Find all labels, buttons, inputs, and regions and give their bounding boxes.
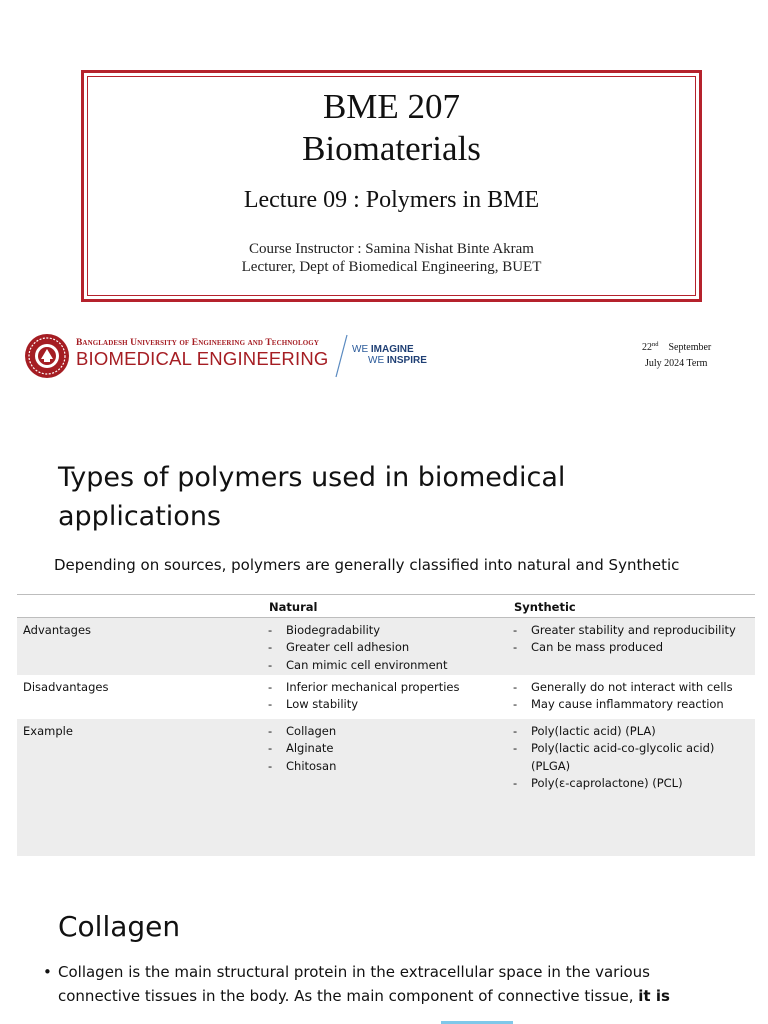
lecture-title: Lecture 09 : Polymers in BME: [243, 187, 540, 213]
tagline-inspire: WE INSPIRE: [368, 355, 427, 366]
section-title: Types of polymers used in biomedical applications: [58, 462, 566, 532]
list-item: - Greater cell adhesion: [268, 639, 508, 656]
row-label: Disadvantages: [23, 680, 109, 694]
synthetic-list: [513, 679, 753, 714]
list-item: - Can mimic cell environment: [268, 657, 508, 674]
list-item: - Generally do not interact with cells: [513, 679, 753, 696]
bullet-text: Collagen is the main structural protein in the extracellular space in the various connective tissues in the body. As the main component of connective tissue, it is: [58, 963, 670, 1005]
collagen-heading: Collagen: [58, 910, 181, 943]
divider-slash-icon: [332, 333, 352, 379]
term-label: July 2024 Term: [645, 358, 708, 369]
list-item: - Poly(lactic acid-co-glycolic acid) (PLGA): [513, 740, 753, 775]
table-row: [17, 719, 755, 856]
course-instructor: Course Instructor : Samina Nishat Binte Akram: [249, 241, 534, 257]
course-name: Biomaterials: [302, 129, 481, 168]
row-label: Example: [23, 724, 73, 738]
list-item: - Poly(lactic acid) (PLA): [513, 723, 753, 740]
list-item: - May cause inflammatory reaction: [513, 696, 753, 713]
list-item: - Collagen: [268, 723, 508, 740]
list-item: - Can be mass produced: [513, 639, 753, 656]
department-name: BIOMEDICAL ENGINEERING: [76, 348, 329, 369]
instructor-affiliation: Lecturer, Dept of Biomedical Engineering, BUET: [241, 259, 542, 275]
list-item: - Greater stability and reproducibility: [513, 622, 753, 639]
table-header-synthetic: Synthetic: [514, 600, 576, 614]
tagline-imagine: WE IMAGINE: [352, 344, 414, 355]
lecture-date: 22nd September: [642, 341, 712, 353]
collagen-bullet: [44, 960, 704, 1008]
table-header-row: [17, 595, 755, 618]
table-row: [17, 675, 755, 719]
natural-list: [268, 622, 508, 674]
list-item: - Low stability: [268, 696, 508, 713]
list-item: - Biodegradability: [268, 622, 508, 639]
intro-text: Depending on sources, polymers are generally classified into natural and Synthetic: [54, 556, 680, 574]
list-item: - Chitosan: [268, 758, 508, 775]
synthetic-list: [513, 723, 753, 792]
row-label: Advantages: [23, 623, 92, 637]
table-header-natural: Natural: [269, 600, 318, 614]
list-item: - Alginate: [268, 740, 508, 757]
table-row: [17, 618, 755, 675]
title-slide-frame: [81, 70, 702, 302]
list-item: - Inferior mechanical properties: [268, 679, 508, 696]
list-item: - Poly(ε-caprolactone) (PCL): [513, 775, 753, 792]
synthetic-list: [513, 622, 753, 657]
natural-list: [268, 679, 508, 714]
polymer-comparison-table: [17, 594, 755, 856]
course-code: BME 207: [322, 87, 461, 126]
university-name: Bangladesh University of Engineering and Technology: [76, 338, 319, 348]
natural-list: [268, 723, 508, 775]
buet-seal-icon: [24, 333, 70, 379]
bullet-marker: •: [43, 963, 52, 981]
